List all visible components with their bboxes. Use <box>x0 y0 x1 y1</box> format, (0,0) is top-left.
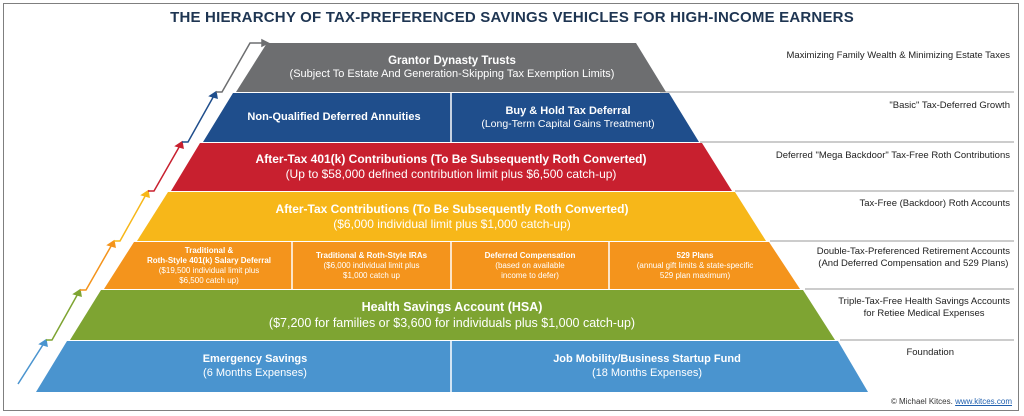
cell-line: (based on available <box>495 261 565 270</box>
side-label-hsa <box>838 296 1010 321</box>
footer-credit <box>891 397 1012 406</box>
cell-line: (annual gift limits & state-specific <box>636 261 754 270</box>
side-label-line: for Retiee Medical Expenses <box>863 308 985 320</box>
cell-line: Roth-Style 401(k) Salary Deferral <box>146 256 272 265</box>
tier-subtext: ($7,200 for families or $3,600 for individuals plus $1,000 catch-up) <box>268 315 636 330</box>
tier-heading: Buy & Hold Tax Deferral <box>505 104 631 117</box>
tier-after-tax <box>156 193 748 240</box>
tier-529-plans <box>610 243 780 289</box>
website-link[interactable]: www.kitces.com <box>955 397 1012 406</box>
tier-heading: Grantor Dynasty Trusts <box>388 54 516 67</box>
cell-line: 529 Plans <box>676 251 714 260</box>
stair-arrow <box>18 340 46 384</box>
tier-subtext: ($6,000 individual limit plus $1,000 catch-up) <box>333 216 571 231</box>
tier-hsa <box>110 292 794 339</box>
tier-job-mobility <box>452 342 842 391</box>
tier-iras <box>293 243 450 289</box>
cell-line: Traditional & <box>184 246 234 255</box>
arrow-head-icon <box>142 191 149 197</box>
side-label-grantor: Maximizing Family Wealth & Minimizing Estate Taxes <box>786 50 1010 61</box>
credit-text: © Michael Kitces. <box>890 397 953 406</box>
tier-subtext: (6 Months Expenses) <box>203 366 307 379</box>
side-label-line: Triple-Tax-Free Health Savings Accounts <box>838 296 1010 307</box>
tier-after-tax-401k <box>190 144 712 190</box>
cell-line: ($6,000 individual limit plus <box>323 261 420 270</box>
cell-line: Deferred Compensation <box>484 251 576 260</box>
tier-deferred-compensation <box>452 243 608 289</box>
cell-line: 529 plan maximum) <box>659 271 731 280</box>
tier-heading: Health Savings Account (HSA) <box>361 299 543 314</box>
side-label-line: (And Deferred Compensation and 529 Plans) <box>818 258 1009 270</box>
tier-subtext: (Long-Term Capital Gains Treatment) <box>481 118 655 131</box>
cell-line: Traditional & Roth-Style IRAs <box>315 251 428 260</box>
tier-subtext: (Subject To Estate And Generation-Skipping Tax Exemption Limits) <box>289 68 615 81</box>
tier-heading: After-Tax Contributions (To Be Subsequently Roth Converted) <box>275 201 629 216</box>
side-label-after-tax: Tax-Free (Backdoor) Roth Accounts <box>859 198 1010 209</box>
tier-heading: After-Tax 401(k) Contributions (To Be Subsequently Roth Converted) <box>255 152 647 166</box>
tier-buy-hold <box>452 95 684 141</box>
cell-line: income to defer) <box>501 271 559 280</box>
side-label-foundation: Foundation <box>906 347 954 358</box>
side-label-deferral: "Basic" Tax-Deferred Growth <box>889 100 1010 111</box>
tier-heading: Job Mobility/Business Startup Fund <box>553 352 741 365</box>
tier-deferred-annuities <box>218 95 450 141</box>
tier-heading: Emergency Savings <box>202 352 308 365</box>
tier-heading: Non-Qualified Deferred Annuities <box>247 111 421 124</box>
arrow-head-icon <box>210 92 217 98</box>
side-label-retirement <box>817 246 1010 271</box>
tier-emergency-savings <box>60 342 450 391</box>
arrow-head-icon <box>40 340 47 346</box>
tier-subtext: (Up to $58,000 defined contribution limit plus $6,500 catch-up) <box>285 167 617 181</box>
diagram-title: THE HIERARCHY OF TAX-PREFERENCED SAVINGS VEHICLES FOR HIGH-INCOME EARNERS <box>170 9 854 26</box>
tier-grantor <box>240 45 664 91</box>
tier-subtext: (18 Months Expenses) <box>591 366 703 379</box>
arrow-head-icon <box>108 241 115 247</box>
arrow-head-icon <box>176 142 183 148</box>
side-label-line: Double-Tax-Preferenced Retirement Accounts <box>816 246 1010 257</box>
cell-line: $6,500 catch up) <box>179 276 239 285</box>
cell-line: $1,000 catch up <box>343 271 400 280</box>
arrow-head-icon <box>74 290 81 296</box>
tier-401k-salary-deferral <box>128 243 290 289</box>
side-label-after-tax-401k: Deferred "Mega Backdoor" Tax-Free Roth Contributions <box>775 150 1010 161</box>
cell-line: ($19,500 individual limit plus <box>158 266 260 275</box>
